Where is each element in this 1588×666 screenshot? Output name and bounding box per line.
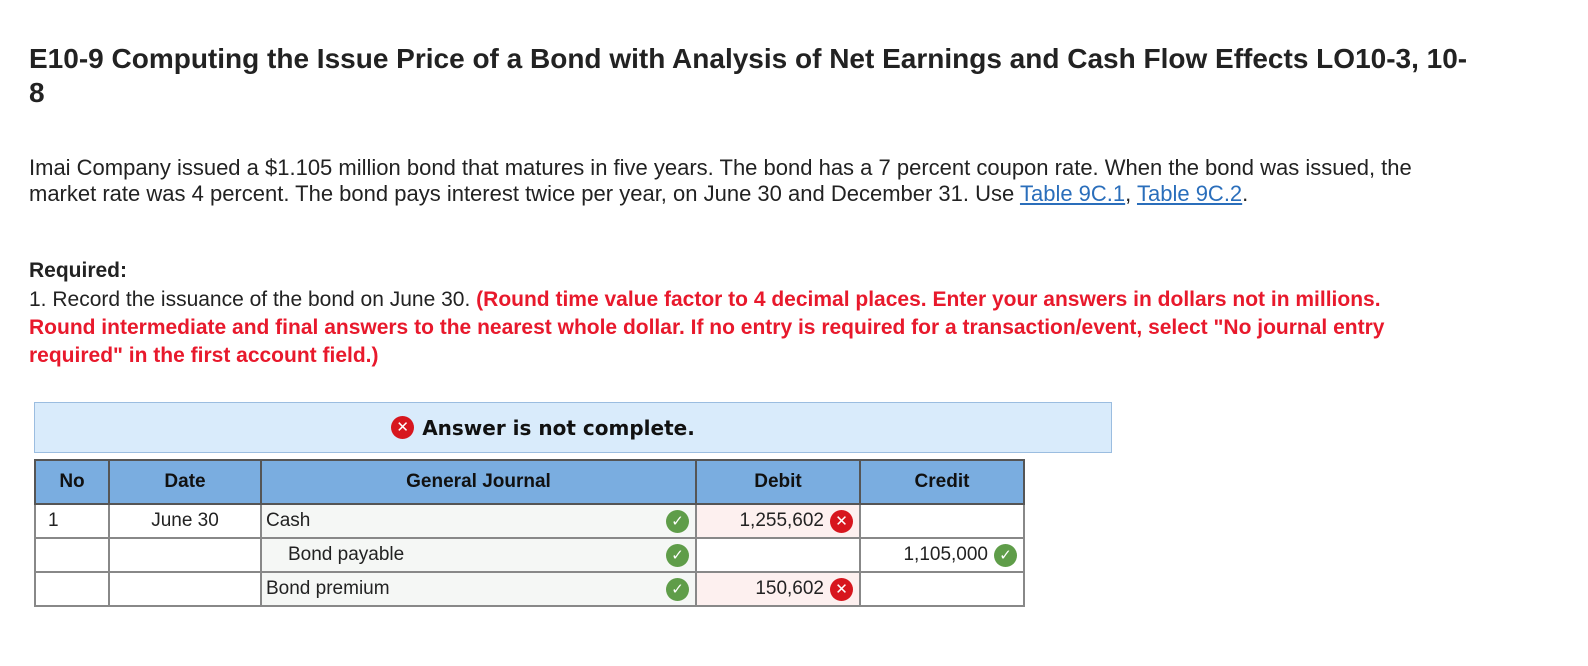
check-circle-icon: ✓: [994, 544, 1017, 567]
answer-status-text: Answer is not complete.: [422, 415, 695, 440]
account-field[interactable]: [261, 572, 696, 606]
intro-text: Imai Company issued a $1.105 million bond that matures in five years. The bond has a 7 percent coupon rate. When the bond was issued, the market rate was 4 percent. The bond pays interest twice per year, on June 30 and December 31. Use: [29, 155, 1412, 206]
header-general-journal: General Journal: [261, 460, 696, 504]
account-name: Cash: [266, 510, 311, 531]
requirement-step: 1. Record the issuance of the bond on June 30.: [29, 288, 477, 311]
table-9c2-link[interactable]: Table 9C.2: [1136, 181, 1243, 206]
intro-separator: ,: [1125, 181, 1137, 206]
credit-field[interactable]: [860, 504, 1024, 538]
table-9c1-link[interactable]: Table 9C.1: [1019, 181, 1126, 206]
account-name: Bond premium: [266, 578, 390, 599]
debit-field[interactable]: [696, 572, 860, 606]
debit-field[interactable]: [696, 538, 860, 572]
debit-value: 150,602: [755, 578, 824, 599]
credit-field[interactable]: [860, 572, 1024, 606]
table-row: [35, 504, 1024, 538]
row-no: 1: [35, 504, 109, 538]
row-no: [35, 538, 109, 572]
header-credit: Credit: [860, 460, 1024, 504]
debit-field[interactable]: [696, 504, 860, 538]
check-circle-icon: ✓: [666, 578, 689, 601]
answer-status-banner: [34, 402, 1112, 453]
required-label: Required:: [29, 259, 128, 282]
x-circle-icon: ✕: [830, 578, 853, 601]
intro-end: .: [1242, 181, 1249, 206]
requirement-text: [29, 286, 1449, 370]
requirement-instructions: (Round time value factor to 4 decimal places. Enter your answers in dollars not in millions. Round intermediate and final answers to the nearest whole dollar. If no entry is required for a transaction/event, select "No journal entry required" in the first account field.): [29, 288, 1385, 367]
table-header-row: [35, 460, 1024, 504]
header-date: Date: [109, 460, 261, 504]
account-field[interactable]: [261, 538, 696, 572]
check-circle-icon: ✓: [666, 510, 689, 533]
problem-intro: [29, 155, 1429, 207]
x-circle-icon: ✕: [830, 510, 853, 533]
row-date[interactable]: [109, 538, 261, 572]
row-no: [35, 572, 109, 606]
credit-field[interactable]: [860, 538, 1024, 572]
journal-table: [34, 459, 1025, 607]
row-date[interactable]: June 30: [109, 504, 261, 538]
table-row: [35, 538, 1024, 572]
header-debit: Debit: [696, 460, 860, 504]
x-circle-icon: ✕: [391, 416, 414, 439]
row-date[interactable]: [109, 572, 261, 606]
account-field[interactable]: [261, 504, 696, 538]
table-row: [35, 572, 1024, 606]
header-no: No: [35, 460, 109, 504]
page-title: E10-9 Computing the Issue Price of a Bond with Analysis of Net Earnings and Cash Flow Effects LO10-3, 10-8: [29, 43, 1468, 108]
check-circle-icon: ✓: [666, 544, 689, 567]
credit-value: 1,105,000: [903, 544, 988, 565]
account-name: Bond payable: [288, 544, 405, 565]
debit-value: 1,255,602: [739, 510, 824, 531]
